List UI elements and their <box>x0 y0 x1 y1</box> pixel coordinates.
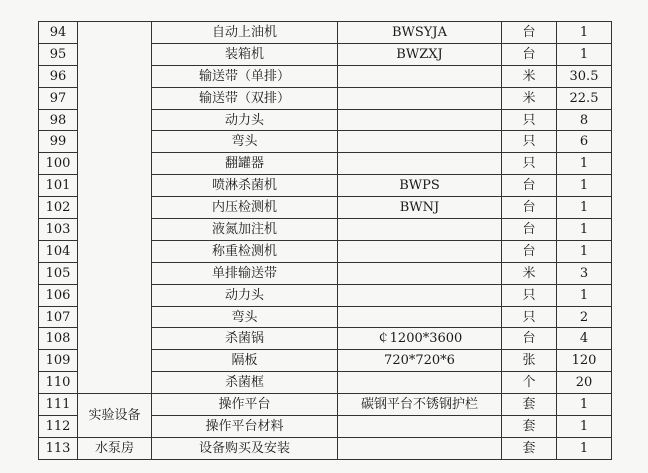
unit: 台 <box>502 43 557 65</box>
row-number: 97 <box>39 87 78 109</box>
equipment-name: 称重检测机 <box>152 240 338 262</box>
unit: 台 <box>502 219 557 241</box>
row-number: 106 <box>39 284 78 306</box>
quantity: 2 <box>557 306 612 328</box>
table-row <box>39 394 612 416</box>
row-number: 95 <box>39 43 78 65</box>
unit: 个 <box>502 372 557 394</box>
quantity: 1 <box>557 416 612 438</box>
row-number: 110 <box>39 372 78 394</box>
model-spec <box>338 306 502 328</box>
equipment-name: 装箱机 <box>152 43 338 65</box>
quantity: 1 <box>557 197 612 219</box>
quantity: 30.5 <box>557 65 612 87</box>
model-spec: 碳钢平台不锈钢护栏 <box>338 394 502 416</box>
row-number: 96 <box>39 65 78 87</box>
unit: 米 <box>502 87 557 109</box>
row-number: 103 <box>39 219 78 241</box>
equipment-name: 操作平台 <box>152 394 338 416</box>
unit: 只 <box>502 306 557 328</box>
quantity: 3 <box>557 262 612 284</box>
equipment-name: 喷淋杀菌机 <box>152 175 338 197</box>
row-number: 108 <box>39 328 78 350</box>
unit: 台 <box>502 197 557 219</box>
unit: 台 <box>502 22 557 44</box>
equipment-table-body <box>39 22 612 460</box>
quantity: 20 <box>557 372 612 394</box>
equipment-name: 动力头 <box>152 109 338 131</box>
model-spec <box>338 65 502 87</box>
equipment-name: 弯头 <box>152 131 338 153</box>
equipment-name: 液氮加注机 <box>152 219 338 241</box>
unit: 只 <box>502 284 557 306</box>
model-spec <box>338 87 502 109</box>
unit: 米 <box>502 262 557 284</box>
quantity: 1 <box>557 22 612 44</box>
model-spec <box>338 153 502 175</box>
model-spec <box>338 109 502 131</box>
unit: 只 <box>502 109 557 131</box>
row-number: 102 <box>39 197 78 219</box>
model-spec <box>338 240 502 262</box>
equipment-name: 内压检测机 <box>152 197 338 219</box>
quantity: 4 <box>557 328 612 350</box>
unit: 米 <box>502 65 557 87</box>
quantity: 22.5 <box>557 87 612 109</box>
equipment-name: 输送带（单排） <box>152 65 338 87</box>
quantity: 120 <box>557 350 612 372</box>
equipment-name: 自动上油机 <box>152 22 338 44</box>
equipment-name: 翻罐器 <box>152 153 338 175</box>
equipment-name: 隔板 <box>152 350 338 372</box>
unit: 台 <box>502 240 557 262</box>
equipment-name: 输送带（双排） <box>152 87 338 109</box>
quantity: 1 <box>557 284 612 306</box>
model-spec: BWSYJA <box>338 22 502 44</box>
model-spec <box>338 219 502 241</box>
unit: 套 <box>502 394 557 416</box>
model-spec <box>338 262 502 284</box>
model-spec: BWPS <box>338 175 502 197</box>
unit: 套 <box>502 437 557 459</box>
table-row <box>39 437 612 459</box>
row-number: 105 <box>39 262 78 284</box>
unit: 台 <box>502 328 557 350</box>
category-pump-room: 水泵房 <box>78 437 152 459</box>
quantity: 6 <box>557 131 612 153</box>
row-number: 101 <box>39 175 78 197</box>
model-spec: BWZXJ <box>338 43 502 65</box>
row-number: 112 <box>39 416 78 438</box>
equipment-name: 杀菌框 <box>152 372 338 394</box>
row-number: 113 <box>39 437 78 459</box>
row-number: 94 <box>39 22 78 44</box>
quantity: 1 <box>557 394 612 416</box>
model-spec: ￠1200*3600 <box>338 328 502 350</box>
model-spec: BWNJ <box>338 197 502 219</box>
category-lab-equipment: 实验设备 <box>78 394 152 438</box>
equipment-table <box>38 21 612 460</box>
equipment-name: 弯头 <box>152 306 338 328</box>
quantity: 1 <box>557 219 612 241</box>
equipment-name: 操作平台材料 <box>152 416 338 438</box>
quantity: 1 <box>557 153 612 175</box>
table-row <box>39 22 612 44</box>
model-spec <box>338 284 502 306</box>
equipment-name: 杀菌锅 <box>152 328 338 350</box>
equipment-name: 动力头 <box>152 284 338 306</box>
model-spec <box>338 416 502 438</box>
quantity: 1 <box>557 43 612 65</box>
row-number: 98 <box>39 109 78 131</box>
row-number: 100 <box>39 153 78 175</box>
row-number: 107 <box>39 306 78 328</box>
equipment-name: 单排输送带 <box>152 262 338 284</box>
unit: 套 <box>502 416 557 438</box>
unit: 只 <box>502 131 557 153</box>
equipment-name: 设备购买及安装 <box>152 437 338 459</box>
unit: 只 <box>502 153 557 175</box>
quantity: 1 <box>557 240 612 262</box>
row-number: 104 <box>39 240 78 262</box>
model-spec <box>338 131 502 153</box>
row-number: 111 <box>39 394 78 416</box>
quantity: 8 <box>557 109 612 131</box>
unit: 张 <box>502 350 557 372</box>
quantity: 1 <box>557 175 612 197</box>
category-cell <box>78 22 152 394</box>
quantity: 1 <box>557 437 612 459</box>
model-spec <box>338 437 502 459</box>
row-number: 99 <box>39 131 78 153</box>
unit: 台 <box>502 175 557 197</box>
row-number: 109 <box>39 350 78 372</box>
model-spec <box>338 372 502 394</box>
model-spec: 720*720*6 <box>338 350 502 372</box>
